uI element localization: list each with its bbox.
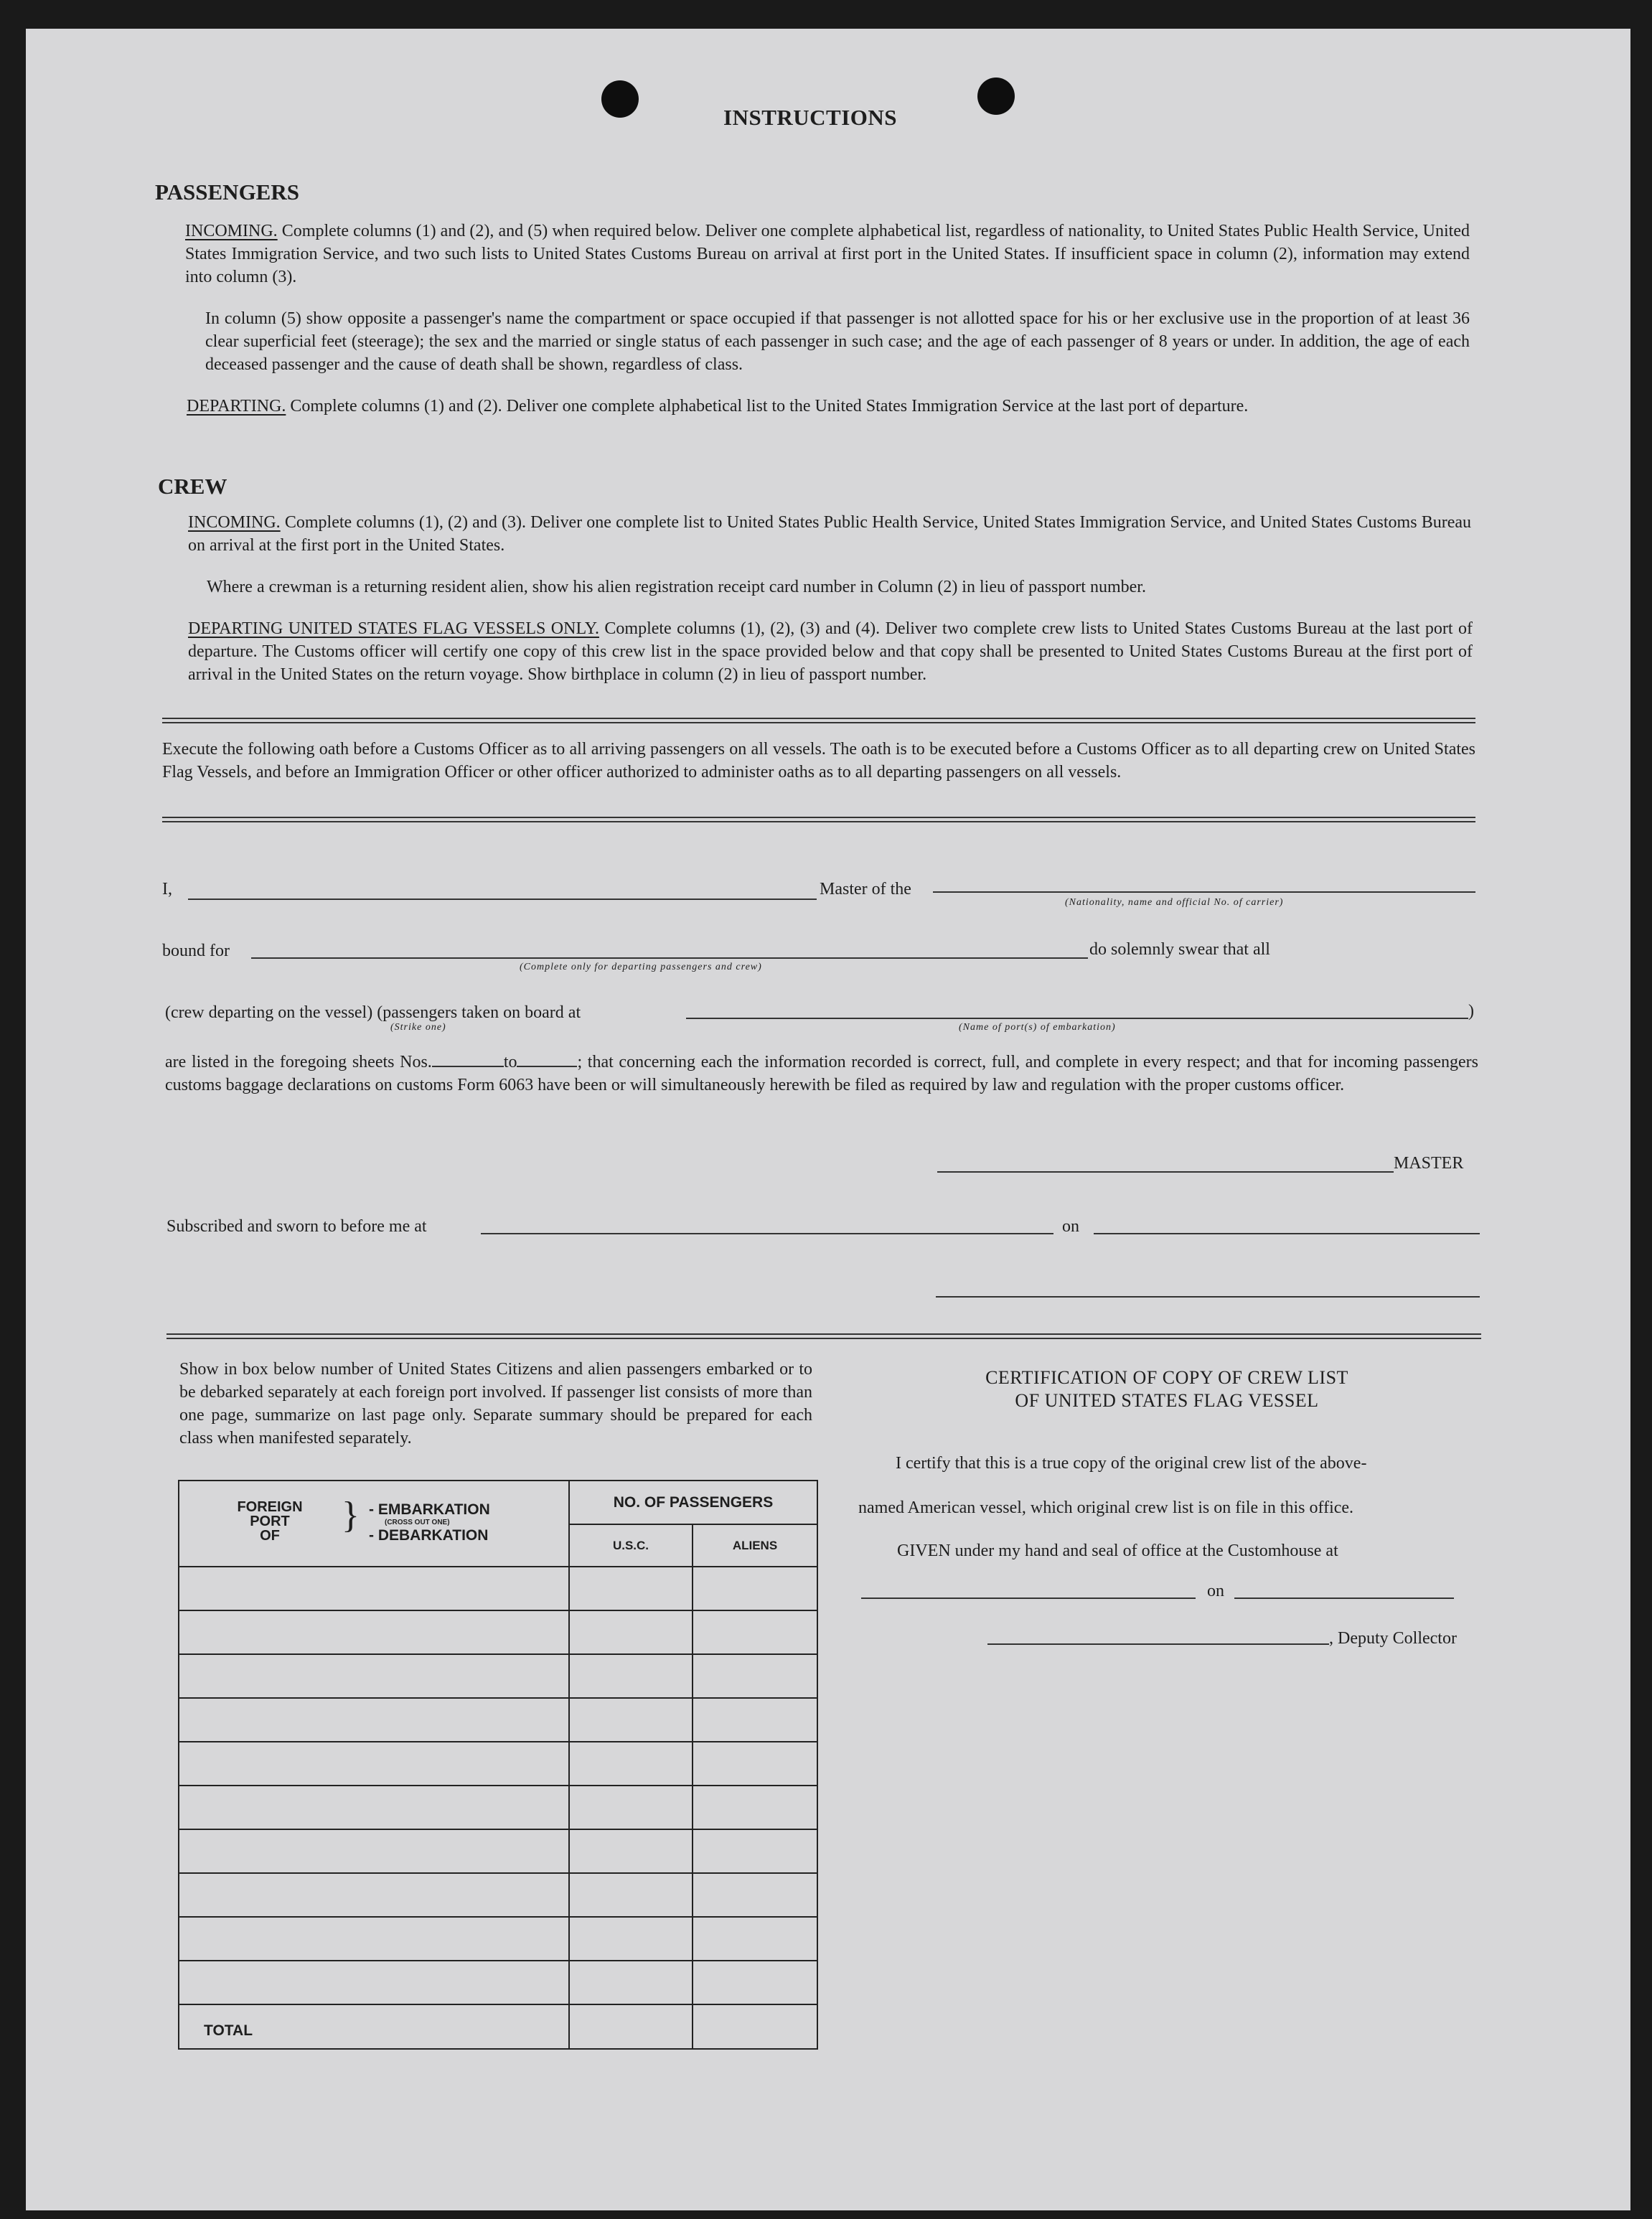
carrier-caption: (Nationality, name and official No. of carrier) xyxy=(1065,897,1284,908)
usc-cell[interactable] xyxy=(569,1873,693,1917)
passengers-departing xyxy=(187,395,1470,418)
port-cell[interactable] xyxy=(179,1873,569,1917)
port-cell[interactable] xyxy=(179,1610,569,1654)
debarkation-label: - DEBARKATION xyxy=(369,1527,489,1544)
usc-header: U.S.C. xyxy=(569,1524,693,1567)
no-passengers-header: NO. OF PASSENGERS xyxy=(569,1481,817,1524)
table-header-port xyxy=(179,1481,569,1567)
sheet-to-field[interactable] xyxy=(517,1066,577,1067)
carrier-field[interactable] xyxy=(933,891,1475,893)
certify-line1: I certify that this is a true copy of the original crew list of the above- xyxy=(896,1454,1367,1473)
bound-for-field[interactable] xyxy=(251,957,1088,959)
passengers-heading: PASSENGERS xyxy=(155,179,299,205)
sworn-at-field[interactable] xyxy=(481,1233,1053,1234)
table-row xyxy=(179,1567,817,1610)
close-paren: ) xyxy=(1468,1002,1474,1021)
strike-caption: (Strike one) xyxy=(390,1022,446,1033)
page-title: INSTRUCTIONS xyxy=(723,105,898,130)
table-row xyxy=(179,1610,817,1654)
divider xyxy=(166,1333,1481,1339)
crew-heading: CREW xyxy=(158,474,227,499)
listed-prefix: are listed in the foregoing sheets Nos. xyxy=(165,1053,432,1071)
given-line: GIVEN under my hand and seal of office at the Customhouse at xyxy=(897,1542,1338,1560)
master-signature-field[interactable] xyxy=(937,1171,1394,1173)
usc-cell[interactable] xyxy=(569,1742,693,1786)
passengers-departing-text: Complete columns (1) and (2). Deliver one complete alphabetical list to the United States Immigration Service at the last port of departure. xyxy=(290,397,1249,416)
port-cell[interactable] xyxy=(179,1786,569,1829)
table-row xyxy=(179,1742,817,1786)
usc-cell[interactable] xyxy=(569,1698,693,1742)
master-of-the-label: Master of the xyxy=(820,880,911,899)
embarkation-label: - EMBARKATION xyxy=(369,1501,490,1518)
passengers-incoming xyxy=(185,220,1470,288)
port-label: PORT xyxy=(250,1514,290,1529)
foreign-label: FOREIGN xyxy=(237,1499,303,1515)
table-row xyxy=(179,1873,817,1917)
certification-title-line1: CERTIFICATION OF COPY OF CREW LIST xyxy=(985,1367,1348,1388)
aliens-cell[interactable] xyxy=(693,1829,817,1873)
master-name-field[interactable] xyxy=(188,899,817,900)
deputy-collector-label: , Deputy Collector xyxy=(1329,1629,1457,1648)
oath-instructions: Execute the following oath before a Customs Officer as to all arriving passengers on all vessels. The oath is to be executed before a Customs Officer as to all departing crew on United States Flag Vessels, and before an Immigration Officer or other officer authorized to administer oaths as to all departing passengers on all vessels. xyxy=(162,740,1475,782)
port-cell[interactable] xyxy=(179,1654,569,1698)
sheet-from-field[interactable] xyxy=(432,1066,504,1067)
master-label: MASTER xyxy=(1394,1154,1464,1173)
crew-incoming-label: INCOMING. xyxy=(188,513,281,532)
port-cell[interactable] xyxy=(179,1742,569,1786)
punch-hole xyxy=(601,80,639,118)
certification-title-line2: OF UNITED STATES FLAG VESSEL xyxy=(1015,1390,1319,1411)
usc-total-cell[interactable] xyxy=(569,2004,693,2049)
sworn-on-label: on xyxy=(1062,1217,1079,1236)
aliens-cell[interactable] xyxy=(693,1654,817,1698)
usc-cell[interactable] xyxy=(569,1917,693,1961)
table-row xyxy=(179,1829,817,1873)
aliens-cell[interactable] xyxy=(693,1567,817,1610)
divider xyxy=(162,817,1475,822)
do-swear-label: do solemnly swear that all xyxy=(1089,940,1270,959)
total-row xyxy=(179,2004,817,2049)
bound-caption: (Complete only for departing passengers and crew) xyxy=(520,962,762,972)
listed-to: to xyxy=(503,1053,517,1071)
crew-departing-label: DEPARTING UNITED STATES FLAG VESSELS ONLY. xyxy=(188,619,599,638)
passengers-departing-label: DEPARTING. xyxy=(187,397,286,416)
aliens-cell[interactable] xyxy=(693,1698,817,1742)
port-caption: (Name of port(s) of embarkation) xyxy=(959,1022,1116,1033)
customhouse-field[interactable] xyxy=(861,1598,1196,1599)
aliens-cell[interactable] xyxy=(693,1786,817,1829)
crew-departing-label: (crew departing on the vessel) (passengers taken on board at xyxy=(165,1003,581,1022)
aliens-cell[interactable] xyxy=(693,1917,817,1961)
table-row xyxy=(179,1961,817,2004)
table-row xyxy=(179,1698,817,1742)
usc-cell[interactable] xyxy=(569,1654,693,1698)
table-row xyxy=(179,1654,817,1698)
crew-departing-text: Complete columns (1), (2), (3) and (4). Deliver two complete crew lists to United States Customs Bureau at the last port of departure. The Customs officer will certify one copy of this crew list in the space provided below and that copy shall be presented to United States Customs Bureau at the first port of arrival in the United States on the return voyage. Show birthplace in column (2) in lieu of passport number. xyxy=(188,619,1473,684)
passenger-summary-table xyxy=(178,1480,818,2050)
crew-resident-text: Where a crewman is a returning resident alien, show his alien registration receipt card number in Column (2) in lieu of passport number. xyxy=(207,578,1146,596)
usc-cell[interactable] xyxy=(569,1829,693,1873)
table-row xyxy=(179,1786,817,1829)
sworn-date-field[interactable] xyxy=(1094,1233,1480,1234)
port-cell[interactable] xyxy=(179,1961,569,2004)
crew-incoming-text: Complete columns (1), (2) and (3). Deliver one complete list to United States Public Health Service, United States Immigration Service, and United States Customs Bureau on arrival at the first port in the United States. xyxy=(188,513,1472,555)
summary-instructions: Show in box below number of United States Citizens and alien passengers embarked or to be debarked separately at each foreign port involved. If passenger list consists of more than one page, summarize on last page only. Separate summary should be prepared for each class when manifested separately. xyxy=(179,1360,812,1448)
crew-incoming xyxy=(188,511,1471,557)
aliens-header: ALIENS xyxy=(693,1524,817,1567)
usc-cell[interactable] xyxy=(569,1567,693,1610)
of-label: OF xyxy=(260,1528,280,1544)
cert-date-field[interactable] xyxy=(1234,1598,1454,1599)
certification-title xyxy=(854,1366,1480,1412)
punch-hole xyxy=(977,78,1015,115)
passengers-incoming-label: INCOMING. xyxy=(185,222,278,240)
certify-line2: named American vessel, which original crew list is on file in this office. xyxy=(858,1498,1354,1517)
oath-i-label: I, xyxy=(162,880,172,899)
aliens-total-cell[interactable] xyxy=(693,2004,817,2049)
table-row xyxy=(179,1917,817,1961)
port-cell[interactable] xyxy=(179,1917,569,1961)
usc-cell[interactable] xyxy=(569,1610,693,1654)
usc-cell[interactable] xyxy=(569,1961,693,2004)
total-label: TOTAL xyxy=(179,2004,569,2049)
subscribed-label: Subscribed and sworn to before me at xyxy=(166,1217,427,1236)
passengers-incoming-text: Complete columns (1) and (2), and (5) when required below. Deliver one complete alphabetical list, regardless of nationality, to United States Public Health Service, United States Immigration Service, and two such lists to United States Customs Bureau on arrival at first port in the United States. If insufficient space in column (2), information may extend into column (3). xyxy=(185,222,1470,286)
port-cell[interactable] xyxy=(179,1567,569,1610)
aliens-cell[interactable] xyxy=(693,1961,817,2004)
aliens-cell[interactable] xyxy=(693,1742,817,1786)
listed-paragraph xyxy=(165,1051,1478,1097)
divider xyxy=(162,718,1475,723)
deputy-signature-field[interactable] xyxy=(987,1643,1329,1645)
port-cell[interactable] xyxy=(179,1829,569,1873)
listed-text: ; that concerning each the information recorded is correct, full, and complete in every respect; and that for incoming passengers customs baggage declarations on customs Form 6063 have been or will simultaneously herewith be filed as required by law and regulation with the proper customs officer. xyxy=(165,1053,1478,1094)
port-of-embarkation-field[interactable] xyxy=(686,1018,1468,1019)
brace-icon: } xyxy=(342,1495,360,1536)
officer-signature-field[interactable] xyxy=(936,1296,1480,1298)
aliens-cell[interactable] xyxy=(693,1610,817,1654)
bound-for-label: bound for xyxy=(162,942,230,960)
usc-cell[interactable] xyxy=(569,1786,693,1829)
aliens-cell[interactable] xyxy=(693,1873,817,1917)
cross-out-label: (CROSS OUT ONE) xyxy=(385,1519,450,1526)
cert-on-label: on xyxy=(1207,1582,1224,1600)
port-cell[interactable] xyxy=(179,1698,569,1742)
crew-departing xyxy=(188,617,1473,686)
passengers-column5-text: In column (5) show opposite a passenger's name the compartment or space occupied if that passenger is not allotted space for his or her exclusive use in the proportion of at least 36 clear superficial feet (steerage); the sex and the married or single status of each passenger in such case; and the age of each passenger of 8 years or under. In addition, the age of each deceased passenger and the cause of death shall be shown, regardless of class. xyxy=(205,309,1470,374)
